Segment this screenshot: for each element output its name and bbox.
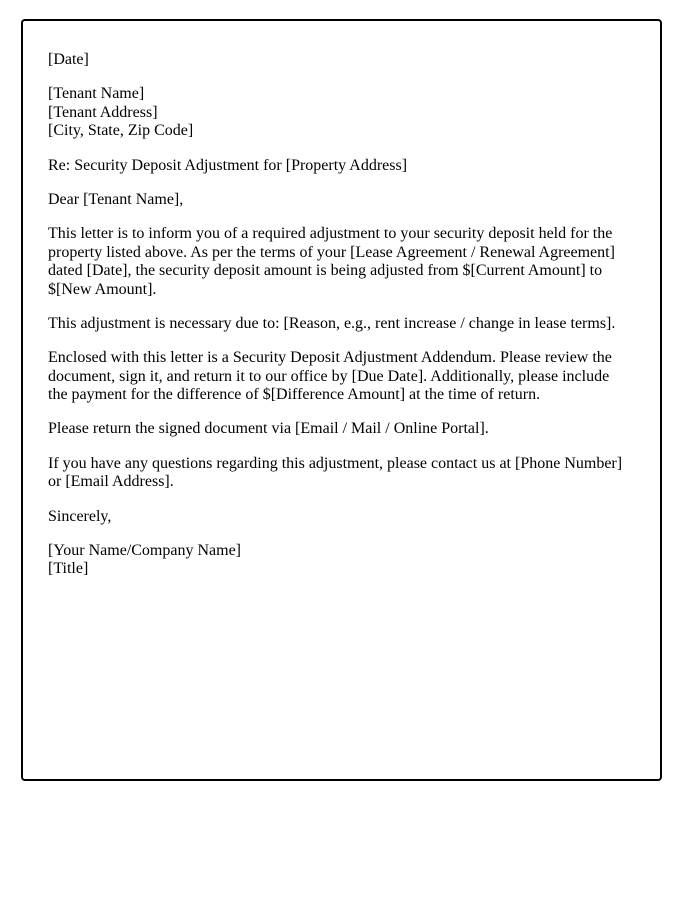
recipient-block [48,85,623,140]
recipient-address: [Tenant Address] [48,103,158,121]
signature-name: [Your Name/Company Name] [48,542,242,560]
signature-title: [Title] [48,560,89,578]
subject-line: Re: Security Deposit Adjustment for [Property Address] [48,156,408,174]
body-paragraph-adjustment-notice: This letter is to inform you of a required adjustment to your security deposit held for the property listed above. As per the terms of your [Lease Agreement / Renewal Agreement] dated [Date], the security deposit amount is being adjusted from $[Current Amount] to $[New Amount]. [48,225,615,298]
body-paragraph-addendum-instructions: Enclosed with this letter is a Security Deposit Adjustment Addendum. Please review the document, sign it, and return it to our office by [Due Date]. Additionally, please include the payment for the difference of $[Difference Amount] at the time of return. [48,349,612,404]
salutation: Dear [Tenant Name], [48,190,184,208]
body-paragraph-return-method: Please return the signed document via [Email / Mail / Online Portal]. [48,420,489,438]
recipient-name: [Tenant Name] [48,85,145,103]
date-line: [Date] [48,51,89,68]
body-paragraph-reason: This adjustment is necessary due to: [Reason, e.g., rent increase / change in lease terms]. [48,314,616,332]
letter-document [21,19,662,781]
closing: Sincerely, [48,507,112,525]
signature-block [48,542,623,579]
body-paragraph-contact-info: If you have any questions regarding this adjustment, please contact us at [Phone Number] or [Email Address]. [48,454,623,491]
recipient-city-state-zip: [City, State, Zip Code] [48,122,194,140]
